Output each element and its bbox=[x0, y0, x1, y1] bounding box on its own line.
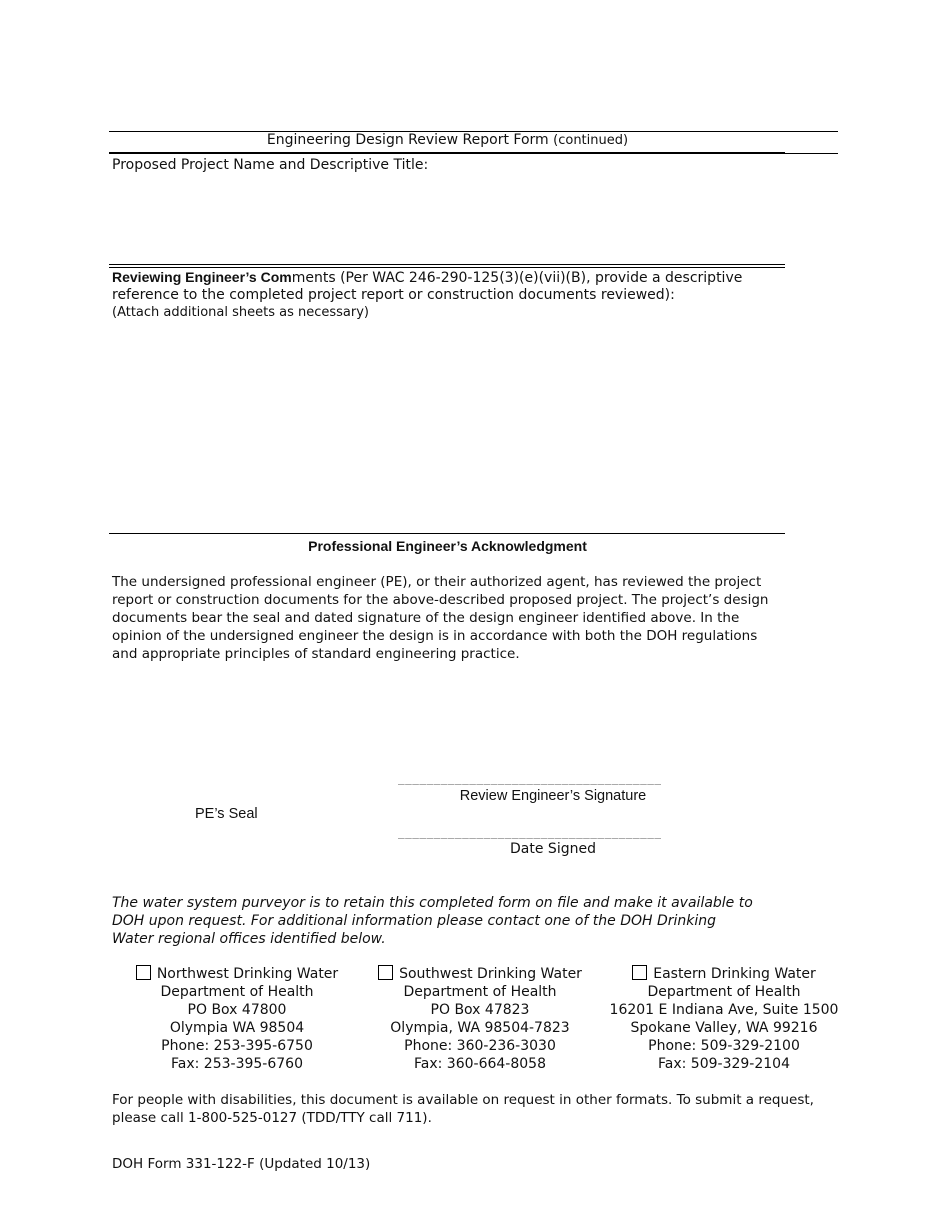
eastern-checkbox[interactable] bbox=[632, 965, 647, 980]
comments-field[interactable] bbox=[110, 325, 785, 530]
form-number: DOH Form 331-122-F (Updated 10/13) bbox=[112, 1156, 371, 1172]
office-phone: Phone: 509-329-2100 bbox=[648, 1038, 800, 1054]
comments-label-bold: Reviewing Engineer’s Com bbox=[112, 269, 292, 285]
acknowledgment-line: The undersigned professional engineer (PE), or their authorized agent, has reviewed the project bbox=[112, 574, 762, 590]
accessibility-line: For people with disabilities, this document is available on request in other formats. To submit a request, bbox=[112, 1092, 814, 1108]
office-dept: Department of Health bbox=[647, 984, 801, 1000]
southwest-checkbox[interactable] bbox=[378, 965, 393, 980]
project-section-rule bbox=[109, 264, 785, 265]
pe-seal-label: PE’s Seal bbox=[195, 806, 258, 822]
project-name-field[interactable] bbox=[110, 176, 785, 262]
retain-notice-line: Water regional offices identified below. bbox=[112, 931, 386, 947]
acknowledgment-line: documents bear the seal and dated signature of the design engineer identified above. In the bbox=[112, 610, 740, 626]
project-name-label: Proposed Project Name and Descriptive Title: bbox=[112, 157, 429, 173]
office-dept: Department of Health bbox=[403, 984, 557, 1000]
comments-note: (Attach additional sheets as necessary) bbox=[112, 305, 369, 320]
form-title-suffix: (continued) bbox=[553, 133, 629, 148]
form-title: Engineering Design Review Report Form bbox=[266, 132, 549, 148]
acknowledgment-heading: Professional Engineer’s Acknowledgment bbox=[308, 538, 587, 554]
header-bottom-rule-extension bbox=[785, 153, 838, 154]
accessibility-notice bbox=[112, 1091, 832, 1127]
office-fax: Fax: 253-395-6760 bbox=[171, 1056, 303, 1072]
comments-label-line2: reference to the completed project report or construction documents reviewed): bbox=[112, 287, 675, 303]
office-southwest bbox=[360, 965, 600, 1073]
page-title bbox=[110, 132, 785, 148]
acknowledgment-body bbox=[112, 573, 782, 663]
office-box: 16201 E Indiana Ave, Suite 1500 bbox=[609, 1002, 839, 1018]
office-northwest bbox=[117, 965, 357, 1073]
northwest-checkbox[interactable] bbox=[136, 965, 151, 980]
acknowledgment-line: opinion of the undersigned engineer the design is in accordance with both the DOH regulations bbox=[112, 628, 758, 644]
acknowledgment-line: and appropriate principles of standard engineering practice. bbox=[112, 646, 520, 662]
office-name: Southwest Drinking Water bbox=[399, 966, 582, 982]
acknowledgment-line: report or construction documents for the above-described proposed project. The project’s design bbox=[112, 592, 769, 608]
office-city: Spokane Valley, WA 99216 bbox=[630, 1020, 818, 1036]
acknowledgment-rule bbox=[109, 533, 785, 534]
office-box: PO Box 47800 bbox=[187, 1002, 287, 1018]
signature-label: Review Engineer’s Signature bbox=[459, 788, 647, 804]
office-fax: Fax: 360-664-8058 bbox=[414, 1056, 546, 1072]
comments-label-rest: ments (Per WAC 246-290-125(3)(e)(vii)(B), provide a descriptive bbox=[291, 270, 743, 286]
office-phone: Phone: 360-236-3030 bbox=[404, 1038, 556, 1054]
office-name: Eastern Drinking Water bbox=[653, 966, 816, 982]
office-phone: Phone: 253-395-6750 bbox=[161, 1038, 313, 1054]
office-box: PO Box 47823 bbox=[430, 1002, 530, 1018]
date-line[interactable]: _____________________________________ bbox=[398, 826, 662, 839]
office-name: Northwest Drinking Water bbox=[156, 966, 339, 982]
retain-notice-line: The water system purveyor is to retain this completed form on file and make it available to bbox=[112, 895, 753, 911]
office-fax: Fax: 509-329-2104 bbox=[658, 1056, 790, 1072]
office-dept: Department of Health bbox=[160, 984, 314, 1000]
header-bottom-rule bbox=[109, 152, 785, 154]
office-city: Olympia, WA 98504-7823 bbox=[390, 1020, 570, 1036]
date-label: Date Signed bbox=[510, 841, 596, 857]
retain-notice-line: DOH upon request. For additional information please contact one of the DOH Drinking bbox=[112, 913, 717, 929]
comments-label bbox=[112, 268, 792, 287]
retain-notice bbox=[112, 894, 812, 948]
office-city: Olympia WA 98504 bbox=[169, 1020, 305, 1036]
accessibility-line: please call 1-800-525-0127 (TDD/TTY call 711). bbox=[112, 1110, 432, 1126]
office-eastern bbox=[604, 965, 844, 1073]
signature-line[interactable]: _____________________________________ bbox=[398, 772, 662, 785]
